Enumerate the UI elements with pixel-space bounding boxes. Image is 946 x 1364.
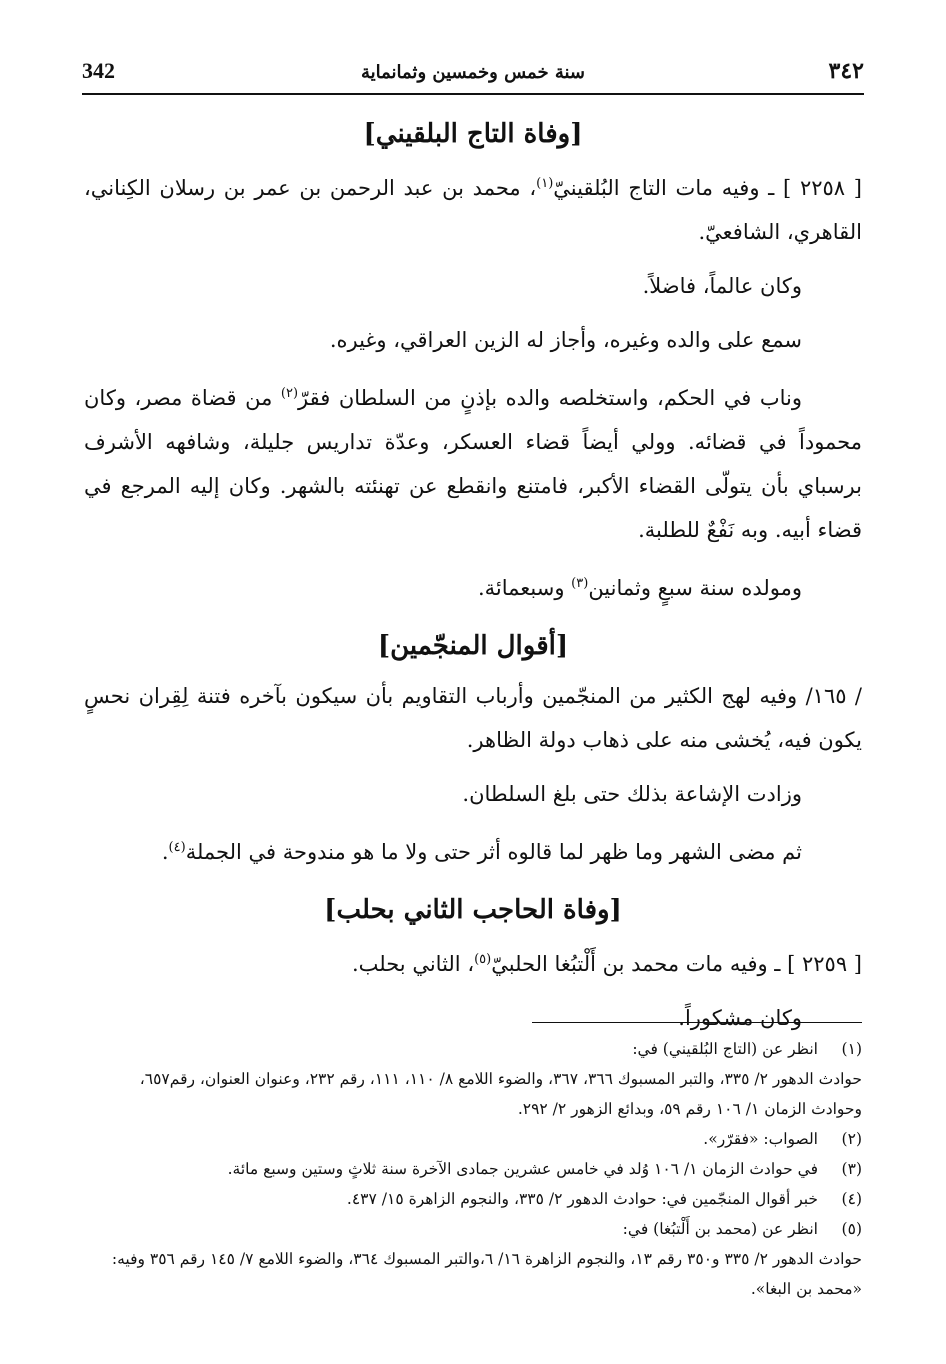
paragraph: وكان مشكوراً.	[678, 1006, 802, 1030]
section-heading: [وفاة الحاجب الثاني بحلب]	[324, 895, 622, 925]
footnote-number: (٤)	[841, 1190, 862, 1208]
footnote-continuation: حوادث الدهور ٢/ ٣٣٥، والتبر المسبوك ٣٦٦، ٣٦٧، والضوء اللامع ٨/ ١١٠، ١١١، رقم ٢٣٢، وعنوان العنوان، رقم٦٥٧، وحوادث الزمان ١/ ١٠٦ رقم ٥٩، وبدائع الزهور ٢/ ٢٩٢.	[139, 1070, 862, 1118]
footnote-text: خبر أقوال المنجّمين في: حوادث الدهور ٢/ ٣٣٥، والنجوم الزاهرة ١٥/ ٤٣٧.	[346, 1190, 818, 1208]
footnote-number: (٢)	[841, 1130, 862, 1148]
paragraph: وزادت الإشاعة بذلك حتى بلغ السلطان.	[462, 782, 802, 806]
footnote	[84, 1154, 862, 1184]
paragraph: وكان عالماً، فاضلاً.	[642, 274, 802, 298]
footnote-ref: (٤)	[168, 840, 186, 855]
paragraph: وناب في الحكم، واستخلصه والده بإذنٍ من السلطان فقرّ$^{(٢)}$ من قضاة مصر، وكان محموداً في قضائه. وولي أيضاً قضاء العسكر، وعدّة تداريس جليلة، وشافهه الأشرف برسباي بأن يتولّى القضاء الأكبر، فامتنع وانقطع عن تهنئته بالشهر. وكان إليه المرجع في قضاء أبيه. وبه نَفْعٌ للطلبة.	[84, 386, 862, 542]
paragraph: سمع على والده وغيره، وأجاز له الزين العراقي، وغيره.	[329, 328, 802, 352]
footnote-number: (٥)	[841, 1220, 862, 1238]
section-heading: [أقوال المنجّمين]	[377, 631, 569, 661]
footnote	[84, 1124, 862, 1154]
footnote-ref: (٢)	[280, 386, 299, 401]
footnote-ref: (١)	[536, 176, 554, 191]
footnote-number: (٣)	[841, 1160, 862, 1178]
footnote-text: انظر عن (محمد بن أَلْتبُغا) في:	[622, 1220, 818, 1238]
footnote	[84, 1214, 862, 1244]
paragraph: ومولده سنة سبعٍ وثمانين$^{(٣)}$ وسبعمائة.	[477, 576, 802, 600]
footnote-text: انظر عن (التاج البُلقيني) في:	[632, 1040, 818, 1058]
paragraph: ثم مضى الشهر وما ظهر لما قالوه أثر حتى ولا ما هو مندوحة في الجملة$^{(٤)}$.	[161, 840, 802, 864]
footnote-ref: (٣)	[571, 576, 589, 591]
footnote-rule	[532, 1022, 862, 1023]
footnote-number: (١)	[841, 1040, 862, 1058]
main-text	[84, 108, 862, 1050]
page-number-latin: 342	[82, 58, 115, 83]
footnote-text: الصواب: «فقرّر».	[703, 1130, 818, 1148]
footnotes	[84, 1034, 862, 1304]
paragraph: / ١٦٥/ وفيه لهج الكثير من المنجّمين وأرباب التقاويم بأن سيكون بآخره فتنة لِقِران نحسٍ يكون فيه، يُخشى منه على ذهاب دولة الظاهر.	[84, 684, 862, 752]
header-rule	[82, 93, 864, 95]
footnote	[84, 1184, 862, 1214]
paragraph: [ ٢٢٥٩ ] ـ وفيه مات محمد بن أَلْتبُغا الحلبيّ$^{(٥)}$، الثاني بحلب.	[352, 952, 862, 976]
running-title: سنة خمس وخمسين وثمانماية	[360, 62, 585, 83]
page-header	[82, 52, 864, 92]
footnote-continuation: حوادث الدهور ٢/ ٣٣٥ و٣٥٠ رقم ١٣، والنجوم الزاهرة ١٦/ ٦،والتبر المسبوك ٣٦٤، والضوء اللامع ٧/ ١٤٥ رقم ٣٥٦ وفيه: «محمد بن البغا».	[111, 1250, 862, 1298]
paragraph: [ ٢٢٥٨ ] ـ وفيه مات التاج البُلقينيّ$^{(١)}$، محمد بن عبد الرحمن بن عمر بن رسلان الكِناني، القاهري، الشافعيّ.	[84, 176, 863, 244]
footnote-text: في حوادث الزمان ١/ ١٠٦ وُلد في خامس عشرين جمادى الآخرة سنة ثلاثٍ وستين وسبع مائة.	[227, 1160, 818, 1178]
section-heading: [وفاة التاج البلقيني]	[363, 119, 583, 149]
footnote-ref: (٥)	[474, 952, 492, 967]
page-number-arabic: ٣٤٢	[828, 58, 864, 84]
footnote	[84, 1034, 862, 1064]
